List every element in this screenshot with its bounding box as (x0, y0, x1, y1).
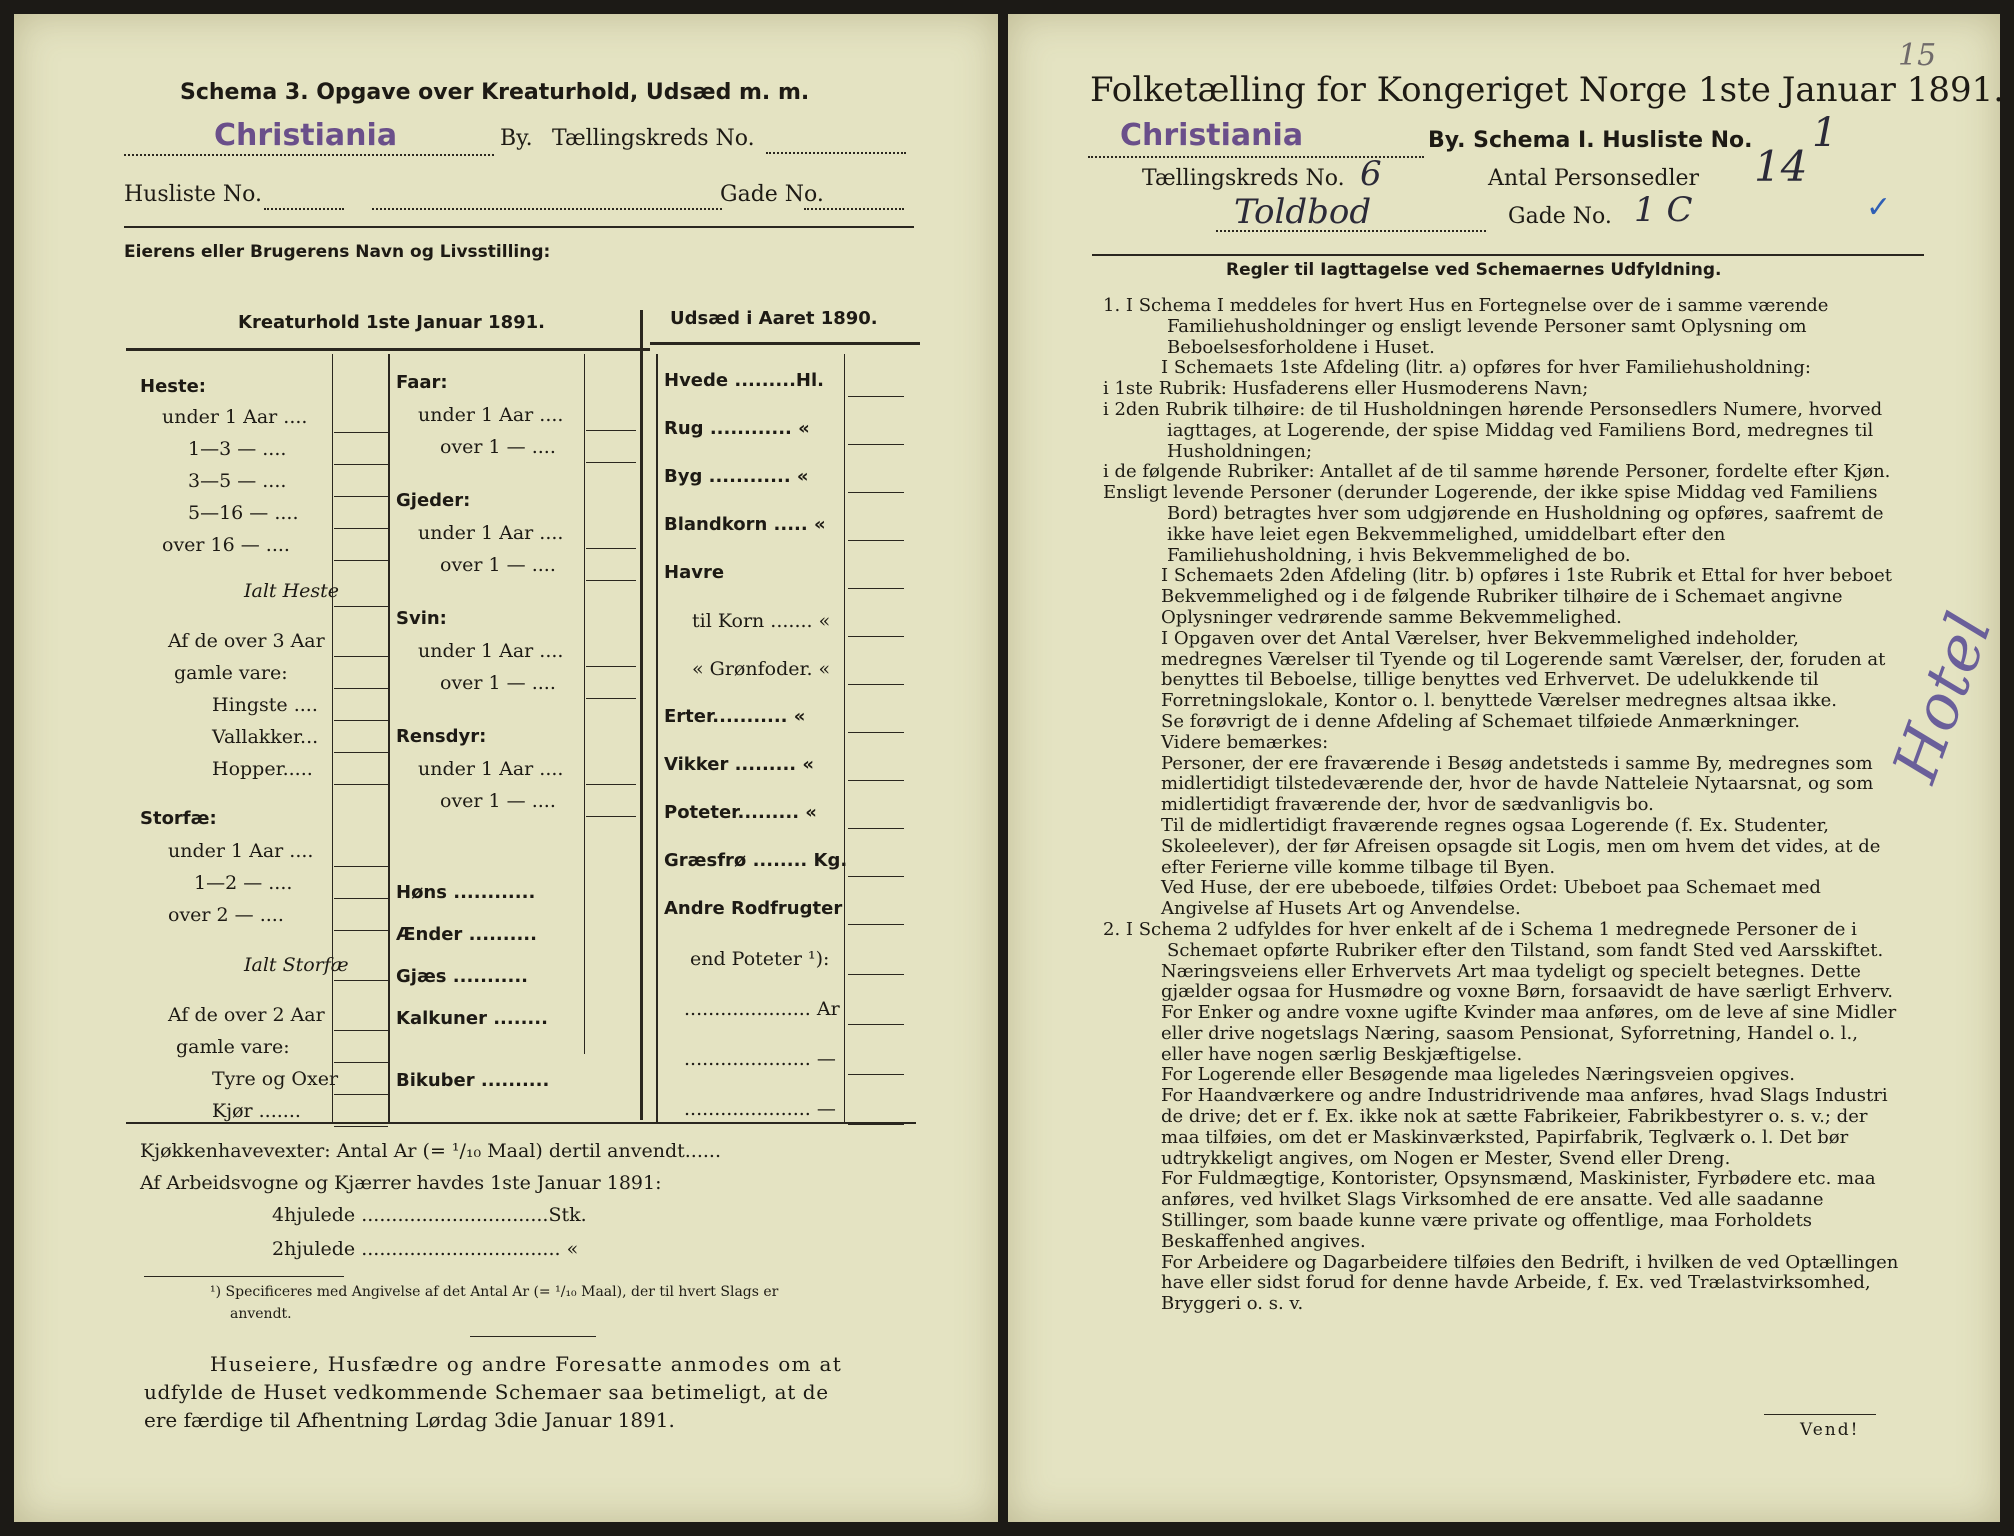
schema-3-title: Schema 3. Opgave over Kreaturhold, Udsæd m. m. (180, 80, 810, 105)
vend-label: Vend! (1800, 1420, 1860, 1440)
col3-label-8: Vikker ......... « (664, 754, 815, 775)
col2-entry-line-1 (586, 430, 636, 431)
col3-entry-line-6 (848, 684, 904, 685)
rules-paragraph-10: Personer, der ere fraværende i Besøg andetsteds i samme By, medregnes som midlertidigt tilstedeværende der, hvor de havde Natteleie Nytaarsnat, og som midlertidigt fraværende der, hvor de sædvanligvis bo. (1161, 752, 1874, 816)
col2-entry-line-8 (586, 698, 636, 699)
col2-label-4: under 1 Aar .... (418, 522, 564, 544)
col1-entry-line-11 (334, 784, 388, 785)
col1-label-14: 1—2 — .... (194, 872, 293, 894)
gade-no-handwritten: 1 C (1634, 190, 1693, 230)
col1-label-9: Hingste .... (212, 694, 318, 716)
rules-paragraph-8: Se forøvrigt de i denne Afdeling af Schemaet tilføiede Anmærkninger. (1161, 710, 1800, 732)
right-page (1008, 14, 2006, 1522)
col1-entry-line-9 (334, 720, 388, 721)
kreatur-header: Kreaturhold 1ste Januar 1891. (238, 312, 545, 333)
col1-entry-line-6 (334, 606, 388, 607)
rules-paragraph-16: For Haandværkere og andre Industridrivende maa anføres, hvad Slags Industri de drive; det er f. Ex. ikke nok at sætte Fabrikeier, Fabrikbestyrer o. s. v.; der maa tilføies, om det er Maskinværksted, Papirfabrik, Teglværk o. l. Det bør udtrykkeligt angives, om Nogen er Mester, Svend eller Dreng. (1161, 1085, 1888, 1169)
gade-label-right: Gade No. (1508, 204, 1612, 229)
col2-label-0: Faar: (396, 372, 448, 393)
col1-label-17: Af de over 2 Aar (168, 1004, 325, 1026)
col2-entry-line-10 (586, 784, 636, 785)
col2-value-left (584, 354, 585, 1054)
rules-paragraph-0: 1. I Schema I meddeles for hvert Hus en Fortegnelse over de i samme værende Familiehusholdninger og ensligt levende Personer samt Oplysning om Beboelsesforholdene i Huset. (1103, 295, 1829, 358)
kjokkenhave-line: Kjøkkenhavevexter: Antal Ar (= ¹/₁₀ Maal) dertil anvendt...... (140, 1140, 721, 1162)
arbeidsvogne-line: Af Arbeidsvogne og Kjærrer havdes 1ste Januar 1891: (140, 1172, 662, 1194)
col3-label-9: Poteter......... « (664, 802, 817, 823)
col2-label-14: Gjæs ........... (396, 966, 529, 987)
col1-label-20: Kjør ....... (212, 1100, 301, 1122)
col1-label-4: 5—16 — .... (188, 502, 299, 524)
col3-label-7: Erter........... « (664, 706, 806, 727)
col3-entry-line-2 (848, 492, 904, 493)
rules-paragraph-5: Ensligt levende Personer (derunder Logerende, der ikke spise Middag ved Familiens Bord) betragtes hver som udgjørende en Husholdning og opføres, saafremt de ikke have leiet egen Bekvemmelighed, umiddelbart efter den Familiehusholdning, i hvis Bekvemmelighed de bo. (1103, 482, 1884, 566)
col1-label-12: Storfæ: (140, 808, 217, 829)
rules-paragraph-17: For Fuldmægtige, Kontorister, Opsynsmænd, Maskinister, Fyrbødere etc. maa anføres, ved hvilket Slags Virksomhed de ere ansatte. Ved alle saadanne Stillinger, som baade kunne være private og offentlige, maa Forholdets Beskaffenhed angives. (1161, 1168, 1876, 1252)
col1-entry-line-20 (334, 1126, 388, 1127)
col1-entry-line-4 (334, 528, 388, 529)
col3-entry-line-3 (848, 540, 904, 541)
rules-paragraph-6: I Schemaets 2den Afdeling (litr. b) opføres i 1ste Rubrik et Ettal for hver beboet Bekvemmelighed og i de følgende Rubriker tilhøire de i Schemaet angivne Oplysninger vedrørende samme Bekvemmelighed. (1161, 565, 1892, 628)
husliste-no-handwritten: 1 (1812, 110, 1838, 156)
col1-label-11: Hopper..... (212, 758, 313, 780)
gade-label: Gade No. (720, 182, 824, 207)
tellingskreds-line (766, 152, 906, 155)
col3-label-3: Blandkorn ..... « (664, 514, 826, 535)
table-top-rule-left (126, 348, 650, 351)
col2-label-11: over 1 — .... (440, 790, 556, 812)
rules-paragraph-7: I Opgaven over det Antal Værelser, hver Bekvemmelighed indeholder, medregnes Værelser til Tyende og til Logerende samt Værelser, der, foruden at benyttes til Beboelse, tillige benyttes ved Erhvervet. De udelukkende til Forretningslokale, Kontor o. l. benyttede Værelser medregnes altsaa ikke. (1161, 627, 1886, 712)
col1-entry-line-13 (334, 866, 388, 867)
header-rule (124, 226, 914, 228)
notice-line-3: ere færdige til Afhentning Lørdag 3die Januar 1891. (144, 1408, 675, 1432)
col2-label-1: under 1 Aar .... (418, 404, 564, 426)
antal-handwritten: 14 (1754, 142, 1808, 191)
col1-label-5: over 16 — .... (162, 534, 290, 556)
col3-label-10: Græsfrø ........ Kg. (664, 850, 848, 871)
husliste-label: Husliste No. (124, 182, 262, 207)
col1-entry-line-19 (334, 1094, 388, 1095)
col3-entry-line-12 (848, 974, 904, 975)
col2-label-3: Gjeder: (396, 490, 471, 511)
col3-entry-line-8 (848, 780, 904, 781)
col3-label-0: Hvede .........Hl. (664, 370, 824, 391)
col1-entry-line-14 (334, 898, 388, 899)
col1-entry-line-8 (334, 688, 388, 689)
col3-entry-line-15 (848, 1124, 904, 1125)
rules-paragraph-2: i 1ste Rubrik: Husfaderens eller Husmoderens Navn; (1103, 378, 1589, 400)
by-schema-label: By. Schema I. Husliste No. (1428, 128, 1753, 153)
col1-label-1: under 1 Aar .... (162, 406, 308, 428)
tellingskreds-label: Tællingskreds No. (552, 126, 755, 151)
tellingskreds-label-right: Tællingskreds No. (1142, 166, 1345, 191)
col1-label-7: Af de over 3 Aar (168, 630, 325, 652)
col1-label-18: gamle vare: (176, 1036, 290, 1058)
col3-entry-line-5 (848, 636, 904, 637)
col2-entry-line-7 (586, 666, 636, 667)
col3-label-5: til Korn ....... « (692, 610, 831, 632)
col3-label-14: ..................... — (684, 1048, 836, 1070)
col2-label-8: over 1 — .... (440, 672, 556, 694)
col1-label-8: gamle vare: (174, 662, 288, 684)
husliste-line (264, 208, 344, 211)
udsaed-divider (640, 310, 643, 1120)
col3-label-12: end Poteter ¹): (690, 948, 830, 970)
gade-handwritten: Toldbod (1234, 192, 1372, 232)
rules-paragraph-9: Videre bemærkes: (1161, 731, 1329, 753)
col1-entry-line-10 (334, 752, 388, 753)
city-dotted-line (124, 154, 494, 157)
col3-entry-line-4 (848, 588, 904, 589)
folketelling-title: Folketælling for Kongeriget Norge 1ste Januar 1891. (1090, 70, 2005, 110)
col1-label-10: Vallakker... (212, 726, 319, 748)
col2-label-16: Bikuber .......... (396, 1070, 550, 1091)
col1-label-6: Ialt Heste (244, 580, 340, 602)
col3-label-2: Byg ............ « (664, 466, 809, 487)
col3-entry-line-7 (848, 732, 904, 733)
col2-label-13: Ænder .......... (396, 924, 537, 945)
col1-label-19: Tyre og Oxer (212, 1068, 339, 1090)
rules-paragraph-13: 2. I Schema 2 udfyldes for hver enkelt af de i Schema 1 medregnede Personer de i Schemaet opførte Rubriker efter den Tilstand, som fandt Sted ved Aarsskiftet. (1103, 918, 1884, 961)
col1-label-3: 3—5 — .... (188, 470, 287, 492)
city-handwritten: Christiania (214, 118, 398, 153)
left-page (14, 14, 998, 1522)
col1-entry-line-17 (334, 1030, 388, 1031)
by-label: By. (500, 126, 533, 151)
col1-entry-line-3 (334, 496, 388, 497)
eier-label: Eierens eller Brugerens Navn og Livsstilling: (124, 242, 551, 262)
rules-paragraph-12: Ved Huse, der ere ubeboede, tilføies Ordet: Ubeboet paa Schemaet med Angivelse af Husets Art og Anvendelse. (1161, 877, 1821, 920)
col3-label-11: Andre Rodfrugter (664, 898, 843, 919)
col3-entry-line-13 (848, 1024, 904, 1025)
check-handwritten: ✓ (1866, 190, 1892, 225)
notice-line-1: Huseiere, Husfædre og andre Foresatte anmodes om at (210, 1352, 843, 1376)
col1-label-15: over 2 — .... (168, 904, 284, 926)
margin-handwritten: Hotel (1878, 603, 2006, 791)
col3-entry-line-14 (848, 1074, 904, 1075)
vend-rule (1764, 1414, 1876, 1415)
col2-label-5: over 1 — .... (440, 554, 556, 576)
footnote-rule (144, 1276, 344, 1277)
city-handwritten-right: Christiania (1120, 118, 1304, 153)
col1-entry-line-5 (334, 560, 388, 561)
gade-no-line (804, 208, 904, 211)
col3-label-1: Rug ............ « (664, 418, 810, 439)
rules-paragraph-14: Næringsveiens eller Erhvervets Art maa tydeligt og specielt betegnes. Dette gjælder ogsaa for Husmødre og voxne Børn, forsaavidt de have særligt Erhverv. For Enker og andre voxne ugifte Kvinder maa anføres, om de leve af sine Midler eller drive nogetslags Næring, saasom Pensionat, Syforretning, Handel o. l., eller have nogen særlig Beskjæftigelse. (1161, 960, 1897, 1065)
col2-entry-line-11 (586, 816, 636, 817)
rules-text (1103, 296, 1903, 1315)
rules-paragraph-1: I Schemaets 1ste Afdeling (litr. a) opføres for hver Familiehusholdning: (1161, 357, 1811, 379)
right-header-rule (1092, 254, 1924, 256)
rules-paragraph-11: Til de midlertidigt fraværende regnes ogsaa Logerende (f. Ex. Studenter, Skoleelever), der før Afreisen opsagde sit Logis, men om hvem det vides, at de efter Ferierne ville komme tilbage til Byen. (1161, 814, 1881, 878)
col1-entry-line-1 (334, 432, 388, 433)
col3-entry-line-1 (848, 444, 904, 445)
footnote-line-2: anvendt. (230, 1306, 292, 1322)
hjul2-line: 2hjulede ................................. « (272, 1238, 579, 1260)
col3-label-15: ..................... — (684, 1098, 836, 1120)
col3-entry-line-11 (848, 924, 904, 925)
udsaed-header: Udsæd i Aaret 1890. (670, 308, 878, 329)
rules-paragraph-18: For Arbeidere og Dagarbeidere tilføies den Bedrift, i hvilken de ved Optællingen have eller sidst forud for denne havde Arbeide, f. Ex. ved Trælastvirksomhed, Bryggeri o. s. v. (1161, 1251, 1899, 1315)
col1-label-0: Heste: (140, 376, 206, 397)
col2-label-9: Rensdyr: (396, 726, 487, 747)
notice-rule (470, 1336, 596, 1337)
col2-label-12: Høns ............ (396, 882, 536, 903)
col1-entry-line-15 (334, 930, 388, 931)
col1-label-2: 1—3 — .... (188, 438, 287, 460)
col3-entry-line-9 (848, 828, 904, 829)
hjul4-line: 4hjulede ...............................Stk. (272, 1204, 587, 1226)
col1-entry-line-16 (334, 980, 388, 981)
gade-line-right (1216, 230, 1486, 233)
table-top-rule-right (650, 342, 920, 345)
page-number-handwritten: 15 (1898, 38, 1937, 73)
col1-value-right (388, 354, 390, 1124)
col2-label-6: Svin: (396, 608, 447, 629)
gade-line (372, 208, 722, 211)
col2-label-7: under 1 Aar .... (418, 640, 564, 662)
col3-label-4: Havre (664, 562, 725, 583)
col3-entry-line-0 (848, 396, 904, 397)
col3-label-13: ..................... Ar (684, 998, 840, 1020)
col1-entry-line-2 (334, 464, 388, 465)
rules-heading: Regler til Iagttagelse ved Schemaernes Udfyldning. (1226, 260, 1722, 280)
col2-label-10: under 1 Aar .... (418, 758, 564, 780)
table-bottom-rule (126, 1122, 916, 1124)
rules-paragraph-3: i 2den Rubrik tilhøire: de til Husholdningen hørende Personsedlers Numere, hvorved iagttages, at Logerende, der spise Middag ved Familiens Bord, medregnes til Husholdningen; (1103, 398, 1883, 462)
col1-entry-line-18 (334, 1062, 388, 1063)
col1-value-left (332, 354, 333, 1124)
col2-entry-line-5 (586, 580, 636, 581)
col3-label-6: « Grønfoder. « (692, 658, 831, 680)
col3-entry-line-10 (848, 876, 904, 877)
col1-label-13: under 1 Aar .... (168, 840, 314, 862)
antal-label: Antal Personsedler (1488, 166, 1700, 191)
col3-start (656, 354, 658, 1124)
col3-value-left (844, 354, 845, 1124)
col2-label-15: Kalkuner ........ (396, 1008, 548, 1029)
col2-label-2: over 1 — .... (440, 436, 556, 458)
col1-label-16: Ialt Storfæ (244, 954, 349, 976)
rules-paragraph-15: For Logerende eller Besøgende maa ligeledes Næringsveien opgives. (1161, 1064, 1795, 1086)
col2-entry-line-4 (586, 548, 636, 549)
col2-entry-line-2 (586, 462, 636, 463)
col1-entry-line-7 (334, 656, 388, 657)
rules-paragraph-4: i de følgende Rubriker: Antallet af de til samme hørende Personer, fordelte efter Kjøn. (1103, 461, 1891, 483)
tellingskreds-handwritten: 6 (1360, 154, 1382, 194)
footnote-line-1: ¹) Specificeres med Angivelse af det Antal Ar (= ¹/₁₀ Maal), der til hvert Slags er (210, 1284, 779, 1300)
notice-line-2: udfylde de Huset vedkommende Schemaer saa betimeligt, at de (144, 1380, 829, 1404)
